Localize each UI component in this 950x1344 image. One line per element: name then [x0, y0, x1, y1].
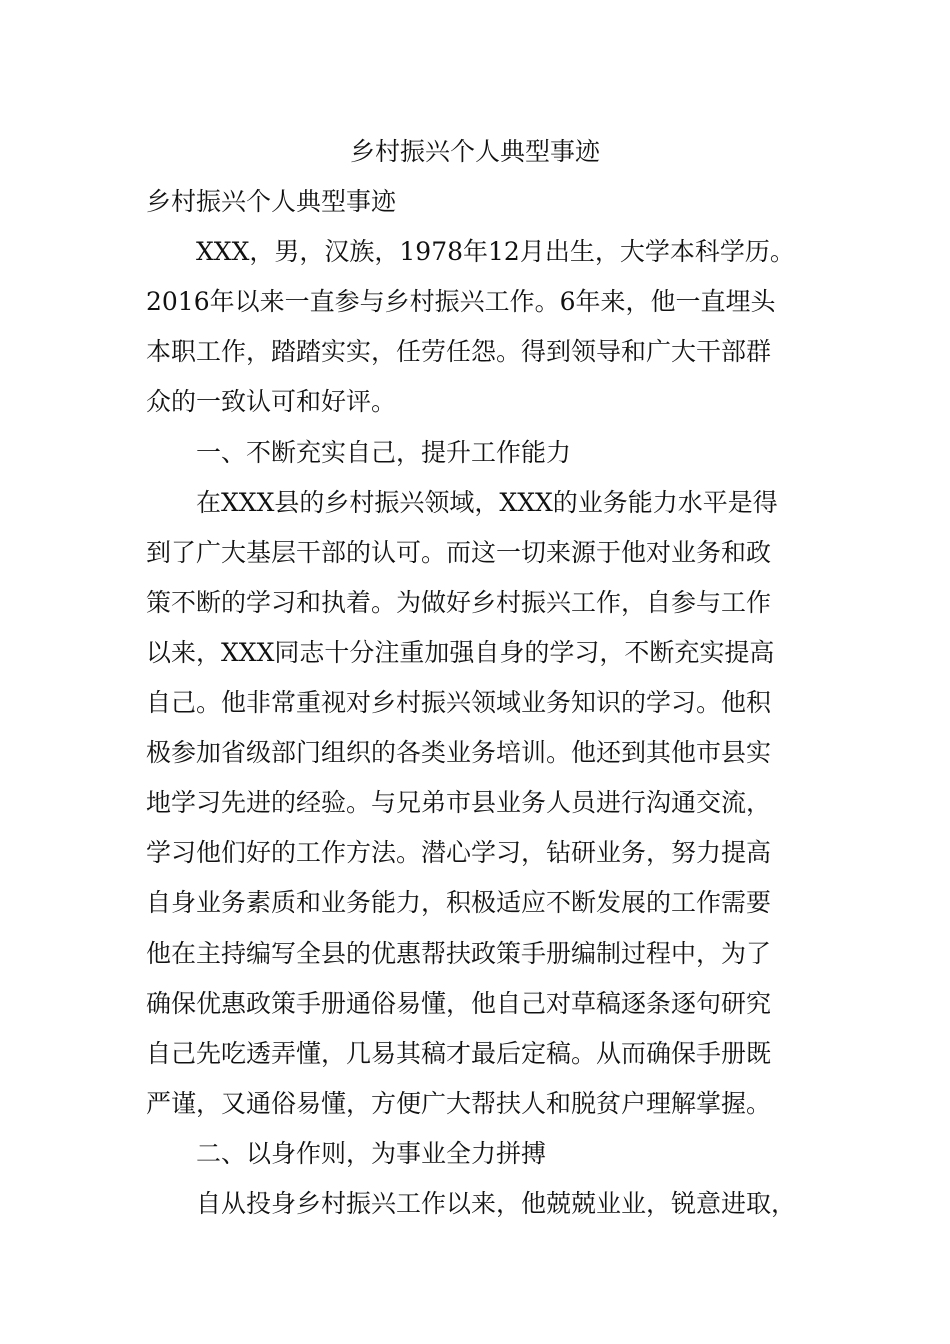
body-line: 众的一致认可和好评。	[146, 387, 397, 416]
body-line: 一、不断充实自己，提升工作能力	[146, 438, 572, 467]
body-line: 确保优惠政策手册通俗易懂，他自己对草稿逐条逐句研究	[146, 989, 772, 1018]
body-line: 自己先吃透弄懂，几易其稿才最后定稿。从而确保手册既	[146, 1039, 772, 1068]
body-line: 严谨，又通俗易懂，方便广大帮扶人和脱贫户理解掌握。	[146, 1089, 772, 1118]
body-line: XXX，男，汉族，1978年12月出生，大学本科学历。	[146, 237, 795, 266]
body-line: 二、以身作则，为事业全力拼搏	[146, 1139, 547, 1168]
body-line: 乡村振兴个人典型事迹	[146, 187, 397, 216]
body-line: 自己。他非常重视对乡村振兴领域业务知识的学习。他积	[146, 688, 772, 717]
body-line: 自身业务素质和业务能力，积极适应不断发展的工作需要	[146, 888, 772, 917]
body-line: 2016年以来一直参与乡村振兴工作。6年来，他一直埋头	[146, 287, 776, 316]
body-line: 他在主持编写全县的优惠帮扶政策手册编制过程中，为了	[146, 939, 772, 968]
body-line: 策不断的学习和执着。为做好乡村振兴工作，自参与工作	[146, 588, 772, 617]
body-line: 到了广大基层干部的认可。而这一切来源于他对业务和政	[146, 538, 772, 567]
body-line: 地学习先进的经验。与兄弟市县业务人员进行沟通交流，	[146, 788, 772, 817]
body-line: 以来，XXX同志十分注重加强自身的学习，不断充实提高	[146, 638, 775, 667]
document-title: 乡村振兴个人典型事迹	[349, 137, 600, 166]
body-line: 自从投身乡村振兴工作以来，他兢兢业业，锐意进取，	[146, 1189, 797, 1218]
body-line: 学习他们好的工作方法。潜心学习，钻研业务，努力提高	[146, 838, 772, 867]
body-line: 在XXX县的乡村振兴领域，XXX的业务能力水平是得	[146, 488, 778, 517]
body-line: 本职工作，踏踏实实，任劳任怨。得到领导和广大干部群	[146, 337, 772, 366]
body-line: 极参加省级部门组织的各类业务培训。他还到其他市县实	[146, 738, 772, 767]
